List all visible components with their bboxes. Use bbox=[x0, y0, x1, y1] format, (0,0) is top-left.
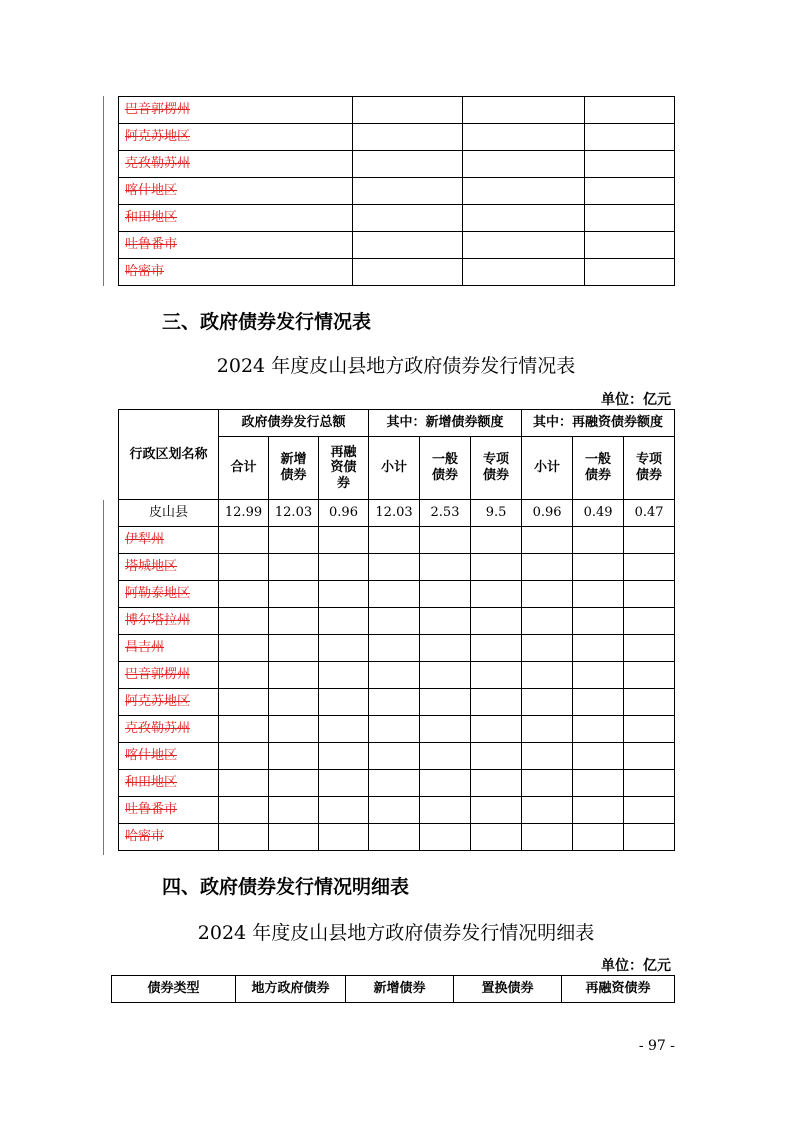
empty-cell bbox=[463, 124, 585, 151]
empty-cell bbox=[522, 797, 573, 824]
empty-cell bbox=[573, 824, 624, 851]
empty-cell bbox=[522, 824, 573, 851]
empty-cell bbox=[369, 608, 420, 635]
empty-cell bbox=[624, 743, 675, 770]
margin-mark-top bbox=[103, 96, 104, 286]
detail-table-title: 2024 年度皮山县地方政府债券发行情况明细表 bbox=[197, 922, 595, 944]
table-row bbox=[119, 716, 675, 743]
sub-header-cell: 合计 bbox=[219, 437, 269, 500]
empty-cell bbox=[420, 824, 471, 851]
table-row bbox=[119, 689, 675, 716]
table-row bbox=[119, 500, 675, 527]
empty-cell bbox=[585, 124, 675, 151]
table-row bbox=[119, 178, 675, 205]
table-row bbox=[119, 527, 675, 554]
empty-cell bbox=[471, 554, 522, 581]
empty-cell bbox=[463, 205, 585, 232]
empty-cell bbox=[624, 824, 675, 851]
region-name-struck: 阿克苏地区 bbox=[119, 124, 353, 151]
section4-heading: 四、政府债券发行情况明细表 bbox=[162, 876, 410, 898]
value-cell: 9.5 bbox=[471, 500, 522, 527]
empty-cell bbox=[471, 797, 522, 824]
region-name-struck: 阿克苏地区 bbox=[119, 689, 219, 716]
empty-cell bbox=[269, 581, 319, 608]
region-name-struck: 哈密市 bbox=[119, 824, 219, 851]
region-name-struck: 喀什地区 bbox=[119, 178, 353, 205]
empty-cell bbox=[573, 743, 624, 770]
empty-cell bbox=[522, 662, 573, 689]
value-cell: 0.96 bbox=[319, 500, 369, 527]
empty-cell bbox=[624, 716, 675, 743]
page-number: - 97 - bbox=[638, 1038, 675, 1054]
sub-header-cell: 一般 债券 bbox=[573, 437, 624, 500]
table-row bbox=[119, 97, 675, 124]
value-cell: 0.96 bbox=[522, 500, 573, 527]
empty-cell bbox=[471, 635, 522, 662]
detail-header-cell: 债券类型 bbox=[112, 976, 236, 1003]
sub-header-cell: 小计 bbox=[522, 437, 573, 500]
empty-cell bbox=[353, 178, 463, 205]
empty-cell bbox=[585, 151, 675, 178]
empty-cell bbox=[573, 527, 624, 554]
detail-header-cell: 再融资债券 bbox=[562, 976, 675, 1003]
empty-cell bbox=[624, 581, 675, 608]
empty-cell bbox=[269, 635, 319, 662]
empty-cell bbox=[319, 824, 369, 851]
table-row bbox=[119, 608, 675, 635]
empty-cell bbox=[573, 770, 624, 797]
table-row bbox=[119, 770, 675, 797]
sub-header-cell: 专项 债券 bbox=[624, 437, 675, 500]
empty-cell bbox=[353, 124, 463, 151]
empty-cell bbox=[471, 824, 522, 851]
empty-cell bbox=[522, 581, 573, 608]
empty-cell bbox=[219, 581, 269, 608]
table-row bbox=[119, 205, 675, 232]
empty-cell bbox=[522, 608, 573, 635]
empty-cell bbox=[624, 554, 675, 581]
empty-cell bbox=[624, 689, 675, 716]
value-cell: 0.49 bbox=[573, 500, 624, 527]
empty-cell bbox=[573, 797, 624, 824]
empty-cell bbox=[219, 527, 269, 554]
empty-cell bbox=[319, 527, 369, 554]
table-row bbox=[119, 151, 675, 178]
value-cell: 12.03 bbox=[369, 500, 420, 527]
region-name-struck: 吐鲁番市 bbox=[119, 232, 353, 259]
empty-cell bbox=[420, 608, 471, 635]
empty-cell bbox=[219, 743, 269, 770]
value-cell: 2.53 bbox=[420, 500, 471, 527]
empty-cell bbox=[269, 743, 319, 770]
region-name-struck: 塔城地区 bbox=[119, 554, 219, 581]
empty-cell bbox=[353, 151, 463, 178]
empty-cell bbox=[219, 716, 269, 743]
empty-cell bbox=[353, 232, 463, 259]
empty-cell bbox=[463, 232, 585, 259]
table-row bbox=[119, 743, 675, 770]
region-name-struck: 吐鲁番市 bbox=[119, 797, 219, 824]
empty-cell bbox=[369, 527, 420, 554]
empty-cell bbox=[624, 662, 675, 689]
margin-mark-mid bbox=[103, 500, 104, 855]
empty-cell bbox=[471, 608, 522, 635]
detail-table-unit: 单位：亿元 bbox=[601, 958, 671, 974]
region-name-struck: 克孜勒苏州 bbox=[119, 716, 219, 743]
group-refi-header: 其中：再融资债券额度 bbox=[522, 410, 675, 437]
empty-cell bbox=[573, 689, 624, 716]
empty-cell bbox=[219, 635, 269, 662]
empty-cell bbox=[319, 581, 369, 608]
region-name-struck: 巴音郭楞州 bbox=[119, 662, 219, 689]
empty-cell bbox=[319, 662, 369, 689]
empty-cell bbox=[585, 178, 675, 205]
empty-cell bbox=[463, 178, 585, 205]
bond-detail-table bbox=[111, 975, 675, 1003]
empty-cell bbox=[573, 635, 624, 662]
empty-cell bbox=[471, 527, 522, 554]
empty-cell bbox=[269, 824, 319, 851]
empty-cell bbox=[585, 259, 675, 286]
empty-cell bbox=[420, 770, 471, 797]
detail-header-cell: 置换债券 bbox=[454, 976, 562, 1003]
empty-cell bbox=[573, 608, 624, 635]
empty-cell bbox=[624, 527, 675, 554]
sub-header-cell: 新增 债券 bbox=[269, 437, 319, 500]
sub-header-cell: 再融 资债 券 bbox=[319, 437, 369, 500]
empty-cell bbox=[624, 797, 675, 824]
empty-cell bbox=[369, 824, 420, 851]
empty-cell bbox=[219, 689, 269, 716]
empty-cell bbox=[522, 716, 573, 743]
region-name-struck: 和田地区 bbox=[119, 770, 219, 797]
region-name-struck: 伊犁州 bbox=[119, 527, 219, 554]
empty-cell bbox=[471, 689, 522, 716]
empty-cell bbox=[471, 770, 522, 797]
empty-cell bbox=[522, 554, 573, 581]
value-cell: 12.03 bbox=[269, 500, 319, 527]
table-row bbox=[119, 797, 675, 824]
empty-cell bbox=[420, 743, 471, 770]
table-row bbox=[119, 824, 675, 851]
table-row bbox=[119, 232, 675, 259]
empty-cell bbox=[573, 662, 624, 689]
empty-cell bbox=[369, 743, 420, 770]
empty-cell bbox=[573, 716, 624, 743]
empty-cell bbox=[585, 97, 675, 124]
empty-cell bbox=[219, 608, 269, 635]
empty-cell bbox=[463, 259, 585, 286]
empty-cell bbox=[471, 716, 522, 743]
empty-cell bbox=[585, 232, 675, 259]
empty-cell bbox=[420, 689, 471, 716]
empty-cell bbox=[219, 554, 269, 581]
table-row bbox=[119, 554, 675, 581]
empty-cell bbox=[463, 97, 585, 124]
empty-cell bbox=[269, 770, 319, 797]
empty-cell bbox=[420, 581, 471, 608]
empty-cell bbox=[573, 581, 624, 608]
empty-cell bbox=[319, 608, 369, 635]
value-cell: 12.99 bbox=[219, 500, 269, 527]
empty-cell bbox=[319, 770, 369, 797]
region-name-struck: 阿勒泰地区 bbox=[119, 581, 219, 608]
empty-cell bbox=[573, 554, 624, 581]
empty-cell bbox=[420, 662, 471, 689]
group-total-header: 政府债券发行总额 bbox=[219, 410, 369, 437]
empty-cell bbox=[269, 797, 319, 824]
empty-cell bbox=[420, 527, 471, 554]
empty-cell bbox=[420, 716, 471, 743]
empty-cell bbox=[369, 689, 420, 716]
empty-cell bbox=[319, 797, 369, 824]
empty-cell bbox=[353, 259, 463, 286]
empty-cell bbox=[353, 205, 463, 232]
empty-cell bbox=[624, 770, 675, 797]
empty-cell bbox=[319, 554, 369, 581]
sub-header-cell: 一般 债券 bbox=[420, 437, 471, 500]
empty-cell bbox=[471, 581, 522, 608]
empty-cell bbox=[219, 797, 269, 824]
value-cell: 0.47 bbox=[624, 500, 675, 527]
region-name: 皮山县 bbox=[119, 500, 219, 527]
table-row bbox=[119, 581, 675, 608]
region-name-struck: 昌吉州 bbox=[119, 635, 219, 662]
empty-cell bbox=[463, 151, 585, 178]
empty-cell bbox=[369, 662, 420, 689]
detail-header-cell: 地方政府债券 bbox=[236, 976, 346, 1003]
region-name-struck: 克孜勒苏州 bbox=[119, 151, 353, 178]
empty-cell bbox=[624, 635, 675, 662]
empty-cell bbox=[219, 662, 269, 689]
empty-cell bbox=[269, 662, 319, 689]
region-name-struck: 巴音郭楞州 bbox=[119, 97, 353, 124]
empty-cell bbox=[369, 797, 420, 824]
sub-header-cell: 专项 债券 bbox=[471, 437, 522, 500]
empty-cell bbox=[471, 662, 522, 689]
empty-cell bbox=[269, 716, 319, 743]
empty-cell bbox=[522, 770, 573, 797]
empty-cell bbox=[369, 716, 420, 743]
region-name-struck: 和田地区 bbox=[119, 205, 353, 232]
group-new-header: 其中：新增债券额度 bbox=[369, 410, 522, 437]
region-col-header: 行政区划名称 bbox=[119, 410, 219, 500]
empty-cell bbox=[319, 635, 369, 662]
table-row bbox=[119, 124, 675, 151]
sub-header-cell: 小计 bbox=[369, 437, 420, 500]
section3-heading: 三、政府债券发行情况表 bbox=[162, 311, 372, 333]
detail-header-cell: 新增债券 bbox=[346, 976, 454, 1003]
bond-issuance-table bbox=[118, 409, 675, 851]
empty-cell bbox=[624, 608, 675, 635]
empty-cell bbox=[319, 716, 369, 743]
region-name-struck: 哈密市 bbox=[119, 259, 353, 286]
region-name-struck: 博尔塔拉州 bbox=[119, 608, 219, 635]
empty-cell bbox=[219, 770, 269, 797]
empty-cell bbox=[269, 689, 319, 716]
empty-cell bbox=[522, 635, 573, 662]
empty-cell bbox=[269, 608, 319, 635]
empty-cell bbox=[319, 689, 369, 716]
empty-cell bbox=[420, 554, 471, 581]
table-row bbox=[119, 635, 675, 662]
empty-cell bbox=[420, 635, 471, 662]
empty-cell bbox=[269, 554, 319, 581]
region-name-struck: 喀什地区 bbox=[119, 743, 219, 770]
top-continuation-table bbox=[118, 96, 675, 286]
table-row bbox=[119, 259, 675, 286]
issue-table-title: 2024 年度皮山县地方政府债券发行情况表 bbox=[216, 355, 576, 377]
empty-cell bbox=[269, 527, 319, 554]
empty-cell bbox=[219, 824, 269, 851]
empty-cell bbox=[471, 743, 522, 770]
empty-cell bbox=[369, 581, 420, 608]
issue-table-unit: 单位：亿元 bbox=[601, 392, 671, 408]
table-row bbox=[119, 662, 675, 689]
empty-cell bbox=[319, 743, 369, 770]
empty-cell bbox=[420, 797, 471, 824]
empty-cell bbox=[369, 554, 420, 581]
empty-cell bbox=[369, 770, 420, 797]
empty-cell bbox=[353, 97, 463, 124]
empty-cell bbox=[522, 743, 573, 770]
empty-cell bbox=[369, 635, 420, 662]
empty-cell bbox=[522, 527, 573, 554]
empty-cell bbox=[585, 205, 675, 232]
empty-cell bbox=[522, 689, 573, 716]
